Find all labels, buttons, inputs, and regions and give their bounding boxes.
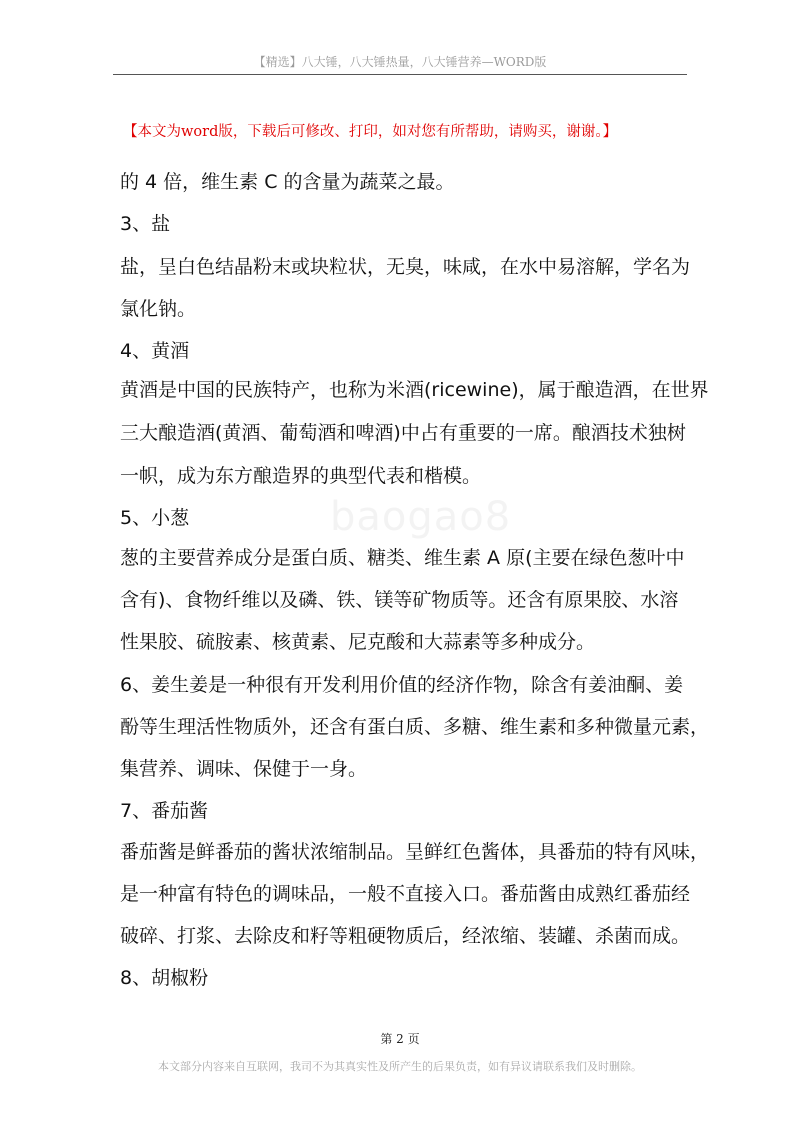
body-line: 三大酿造酒(黄酒、葡萄酒和啤酒)中占有重要的一席。酿酒技术独树: [120, 422, 686, 444]
section-heading-ginger: 6、姜生姜是一种很有开发利用价值的经济作物，除含有姜油酮、姜: [120, 674, 684, 696]
section-heading-ketchup: 7、番茄酱: [120, 800, 209, 822]
page-number: 第 2 页: [380, 1032, 420, 1046]
body-line: 破碎、打浆、去除皮和籽等粗硬物质后，经浓缩、装罐、杀菌而成。: [120, 925, 691, 947]
body-line: 含有)、食物纤维以及磷、铁、镁等矿物质等。还含有原果胶、水溶: [120, 589, 679, 611]
body-line: 葱的主要营养成分是蛋白质、糖类、维生素 A 原(主要在绿色葱叶中: [120, 547, 685, 569]
body-line: 的 4 倍，维生素 C 的含量为蔬菜之最。: [120, 171, 455, 193]
body-line: 黄酒是中国的民族特产，也称为米酒(ricewine)，属于酿造酒，在世界: [120, 379, 709, 401]
section-heading-yellow-wine: 4、黄酒: [120, 340, 190, 362]
word-version-notice: 【本文为word版，下载后可修改、打印，如对您有所帮助，请购买，谢谢。】: [123, 124, 618, 140]
watermark-text: baogao8: [330, 494, 512, 540]
body-line: 性果胶、硫胺素、核黄素、尼克酸和大蒜素等多种成分。: [120, 631, 596, 653]
header-divider: [113, 74, 687, 75]
body-line: 集营养、调味、保健于一身。: [120, 758, 368, 780]
body-line: 氯化钠。: [120, 298, 197, 320]
section-heading-scallion: 5、小葱: [120, 507, 190, 529]
page-header: 【精选】八大锤，八大锤热量，八大锤营养—WORD版: [253, 55, 547, 69]
body-line: 番茄酱是鲜番茄的酱状浓缩制品。呈鲜红色酱体，具番茄的特有风味，: [120, 841, 710, 863]
body-line: 盐，呈白色结晶粉末或块粒状，无臭，味咸，在水中易溶解，学名为: [120, 256, 691, 278]
section-heading-salt: 3、盐: [120, 213, 171, 235]
body-line: 是一种富有特色的调味品，一般不直接入口。番茄酱由成熟红番茄经: [120, 883, 691, 905]
body-line: 一帜，成为东方酿造界的典型代表和楷模。: [120, 465, 482, 487]
section-heading-pepper: 8、胡椒粉: [120, 967, 209, 989]
footer-disclaimer: 本文部分内容来自互联网，我司不为其真实性及所产生的后果负责，如有异议请联系我们及时删除。: [158, 1060, 642, 1073]
body-line: 酚等生理活性物质外，还含有蛋白质、多糖、维生素和多种微量元素，: [120, 716, 710, 738]
